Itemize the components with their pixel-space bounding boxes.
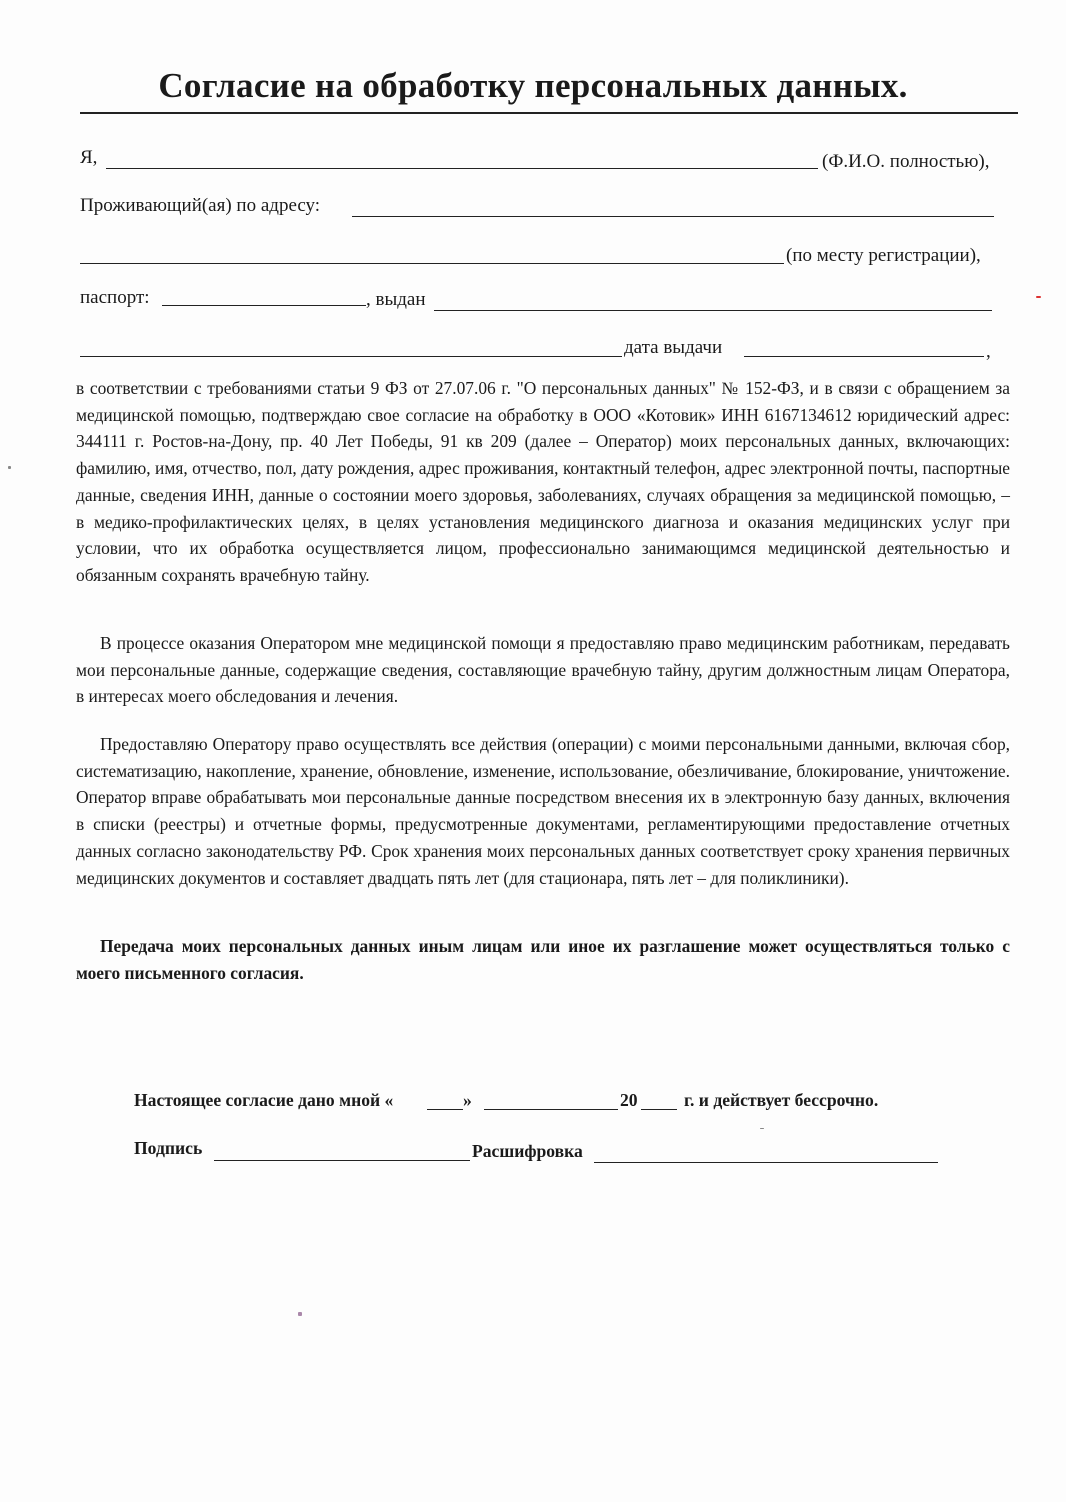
- address-continuation-field[interactable]: [80, 263, 784, 264]
- issued-by-field[interactable]: [434, 310, 992, 311]
- consent-validity: г. и действует бессрочно.: [684, 1090, 879, 1110]
- issue-date-label: дата выдачи: [624, 337, 723, 358]
- consent-paragraph-3: Предоставляю Оператору право осуществлять все действия (операции) с моими персональными данными, включая сбор, систематизацию, накопление, хранение, обновление, изменение, использование, обезличивание, блокирование, уничтожение. Оператор вправе обрабатывать мои персональные данные посредством внесения их в электронную базу данных, включения в списки (реестры) и отчетные формы, предусмотренные документами, регламентирующими предоставление отчетных данных согласно законодательству РФ. Срок хранения моих персональных данных соответствует сроку хранения первичных медицинских документов и составляет двадцать пять лет (для стационара, пять лет – для поликлиники).: [76, 734, 1010, 888]
- transcript-label: Расшифровка: [472, 1141, 583, 1161]
- consent-paragraph-2: В процессе оказания Оператором мне медицинской помощи я предоставляю право медицинским работникам, передавать мои персональные данные, содержащие сведения, составляющие врачебную тайну, другим должностным лицам Оператора, в интересах моего обследования и лечения.: [76, 633, 1010, 707]
- passport-number-field[interactable]: [162, 305, 366, 306]
- full-name-field[interactable]: [106, 168, 818, 169]
- scan-speck: [8, 466, 11, 469]
- consent-year-prefix: 20: [620, 1090, 638, 1110]
- page-title: Согласие на обработку персональных данных.: [158, 66, 908, 105]
- registration-hint: (по месту регистрации),: [786, 245, 981, 266]
- scan-speck: [1036, 296, 1041, 298]
- name-prefix: Я,: [80, 147, 98, 168]
- address-label: Проживающий(ая) по адресу:: [80, 195, 321, 216]
- consent-year-field[interactable]: [641, 1109, 677, 1110]
- consent-quote-close: »: [463, 1090, 472, 1110]
- transcript-field[interactable]: [594, 1162, 938, 1163]
- title-underline: [80, 112, 1018, 114]
- signature-field[interactable]: [214, 1160, 470, 1161]
- issue-date-comma: ,: [986, 341, 991, 362]
- consent-day-field[interactable]: [427, 1109, 463, 1110]
- scan-speck: [298, 1312, 302, 1316]
- issued-by-continuation-field[interactable]: [80, 356, 622, 357]
- passport-label: паспорт:: [80, 287, 150, 308]
- issue-date-field[interactable]: [744, 356, 984, 357]
- consent-given-label: Настоящее согласие дано мной «: [134, 1090, 394, 1110]
- scan-speck: [760, 1128, 764, 1129]
- consent-paragraph-4: Передача моих персональных данных иным лицам или иное их разглашение может осуществляться только с моего письменного согласия.: [76, 936, 1010, 983]
- consent-paragraph-1: в соответствии с требованиями статьи 9 ФЗ от 27.07.06 г. "О персональных данных" № 152-ФЗ, и в связи с обращением за медицинской помощью, подтверждаю свое согласие на обработку в ООО «Котовик» ИНН 6167134612 юридический адрес: 344111 г. Ростов-на-Дону, пр. 40 Лет Победы, 91 кв 209 (далее – Оператор) моих персональных данных, включающих: фамилию, имя, отчество, пол, дату рождения, адрес проживания, контактный телефон, адрес электронной почты, паспортные данные, сведения ИНН, данные о состоянии моего здоровья, заболеваниях, случаях обращения за медицинской помощью, – в медико-профилактических целях, в целях установления медицинского диагноза и оказания медицинских услуг при условии, что их обработка осуществляется лицом, профессионально занимающимся медицинской деятельностью и обязанным сохранять врачебную тайну.: [76, 378, 1010, 585]
- address-field[interactable]: [352, 216, 994, 217]
- consent-month-field[interactable]: [484, 1109, 618, 1110]
- signature-label: Подпись: [134, 1138, 203, 1158]
- issued-by-label: , выдан: [366, 289, 426, 310]
- name-hint: (Ф.И.О. полностью),: [822, 151, 990, 172]
